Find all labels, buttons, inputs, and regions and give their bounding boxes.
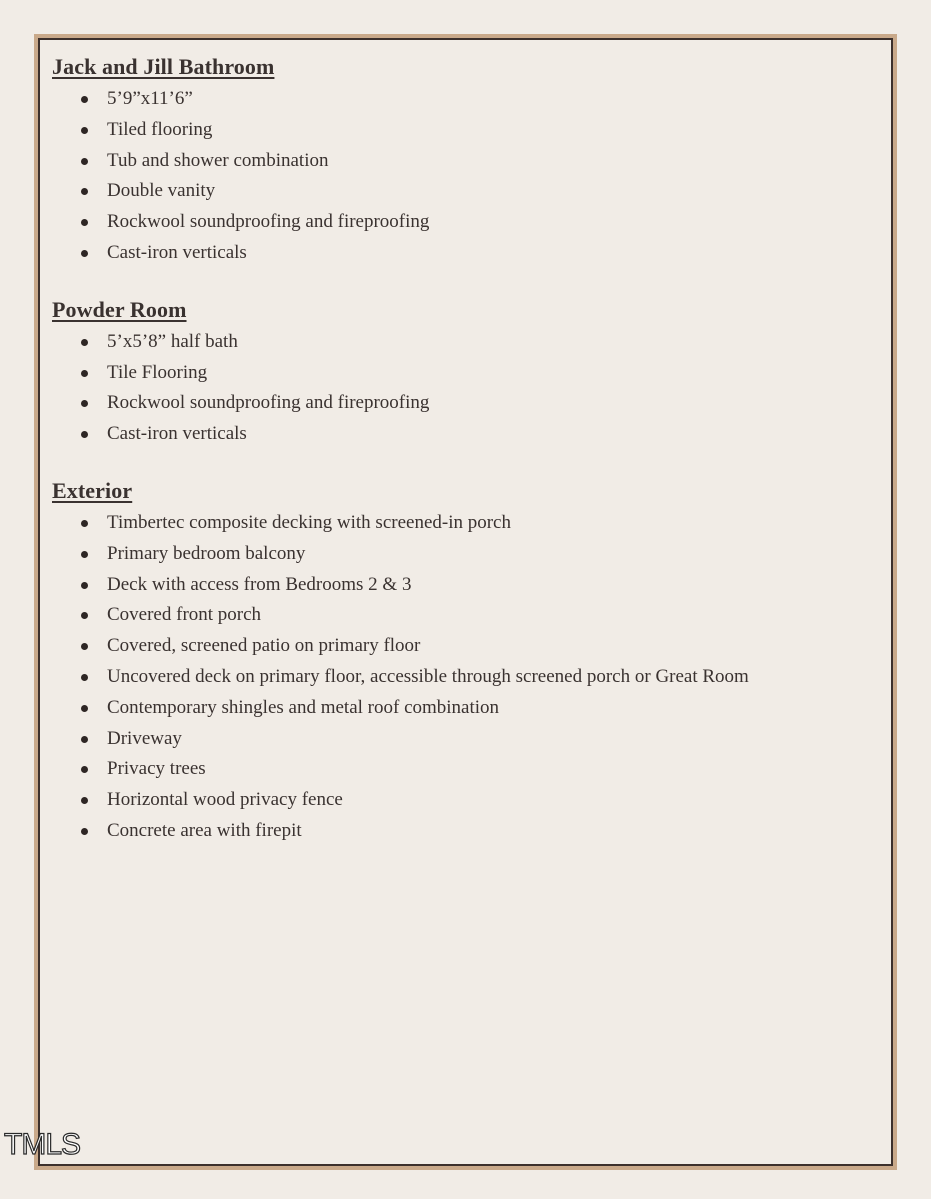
list-item-text: Uncovered deck on primary floor, accessible through screened porch or Great Room (107, 665, 749, 687)
bullet-icon (81, 250, 88, 257)
section-jack-and-jill-bathroom (52, 52, 879, 269)
list-item-text: Horizontal wood privacy fence (107, 789, 343, 811)
list-item-text: Primary bedroom balcony (107, 542, 306, 564)
list-item-text: Contemporary shingles and metal roof combination (107, 696, 500, 718)
list-item (52, 146, 879, 177)
bullet-icon (81, 370, 88, 377)
document-frame (34, 34, 897, 1170)
list-item (52, 754, 879, 785)
list-item-text: Concrete area with firepit (107, 819, 302, 841)
list-item (52, 600, 879, 631)
list-item-text: 5’x5’8” half bath (107, 330, 238, 352)
bullet-list (52, 84, 879, 269)
list-item (52, 115, 879, 146)
tmls-watermark-logo: TMLS (4, 1128, 81, 1161)
list-item-text: 5’9”x11’6” (107, 88, 193, 109)
list-item (52, 724, 879, 755)
list-item-text: Privacy trees (107, 758, 206, 780)
bullet-icon (81, 736, 88, 743)
list-item (52, 388, 879, 419)
list-item-text: Covered front porch (107, 604, 262, 626)
list-item-text: Driveway (107, 727, 182, 749)
bullet-list (52, 327, 879, 450)
list-item-text: Rockwool soundproofing and fireproofing (107, 392, 430, 414)
list-item (52, 570, 879, 601)
bullet-icon (81, 158, 88, 165)
bullet-icon (81, 520, 88, 527)
document-content (52, 52, 879, 873)
bullet-icon (81, 339, 88, 346)
list-item (52, 816, 879, 847)
bullet-icon (81, 551, 88, 558)
section-heading: Powder Room (52, 296, 187, 322)
bullet-icon (81, 612, 88, 619)
section-heading: Exterior (52, 477, 133, 503)
bullet-icon (81, 766, 88, 773)
list-item (52, 327, 879, 358)
list-item (52, 84, 879, 115)
bullet-icon (81, 674, 88, 681)
list-item-text: Rockwool soundproofing and fireproofing (107, 211, 430, 233)
list-item (52, 176, 879, 207)
list-item (52, 419, 879, 450)
list-item-text: Double vanity (107, 180, 216, 202)
list-item (52, 539, 879, 570)
list-item (52, 785, 879, 816)
bullet-list (52, 508, 879, 847)
list-item (52, 358, 879, 389)
list-item (52, 662, 879, 693)
bullet-icon (81, 127, 88, 134)
bullet-icon (81, 431, 88, 438)
bullet-icon (81, 797, 88, 804)
list-item-text: Cast-iron verticals (107, 241, 247, 263)
section-heading: Jack and Jill Bathroom (52, 54, 275, 79)
list-item-text: Cast-iron verticals (107, 423, 247, 445)
list-item-text: Tub and shower combination (107, 149, 329, 171)
bullet-icon (81, 828, 88, 835)
list-item (52, 508, 879, 539)
list-item-text: Timbertec composite decking with screened-in porch (107, 511, 511, 533)
bullet-icon (81, 400, 88, 407)
section-exterior (52, 476, 879, 847)
list-item-text: Deck with access from Bedrooms 2 & 3 (107, 573, 412, 595)
list-item (52, 238, 879, 269)
bullet-icon (81, 705, 88, 712)
list-item (52, 207, 879, 238)
list-item-text: Tiled flooring (107, 118, 213, 140)
bullet-icon (81, 188, 88, 195)
bullet-icon (81, 582, 88, 589)
section-powder-room (52, 295, 879, 450)
list-item-text: Tile Flooring (107, 361, 208, 383)
list-item-text: Covered, screened patio on primary floor (107, 635, 421, 657)
bullet-icon (81, 643, 88, 650)
bullet-icon (81, 219, 88, 226)
list-item (52, 693, 879, 724)
bullet-icon (81, 96, 88, 103)
list-item (52, 631, 879, 662)
